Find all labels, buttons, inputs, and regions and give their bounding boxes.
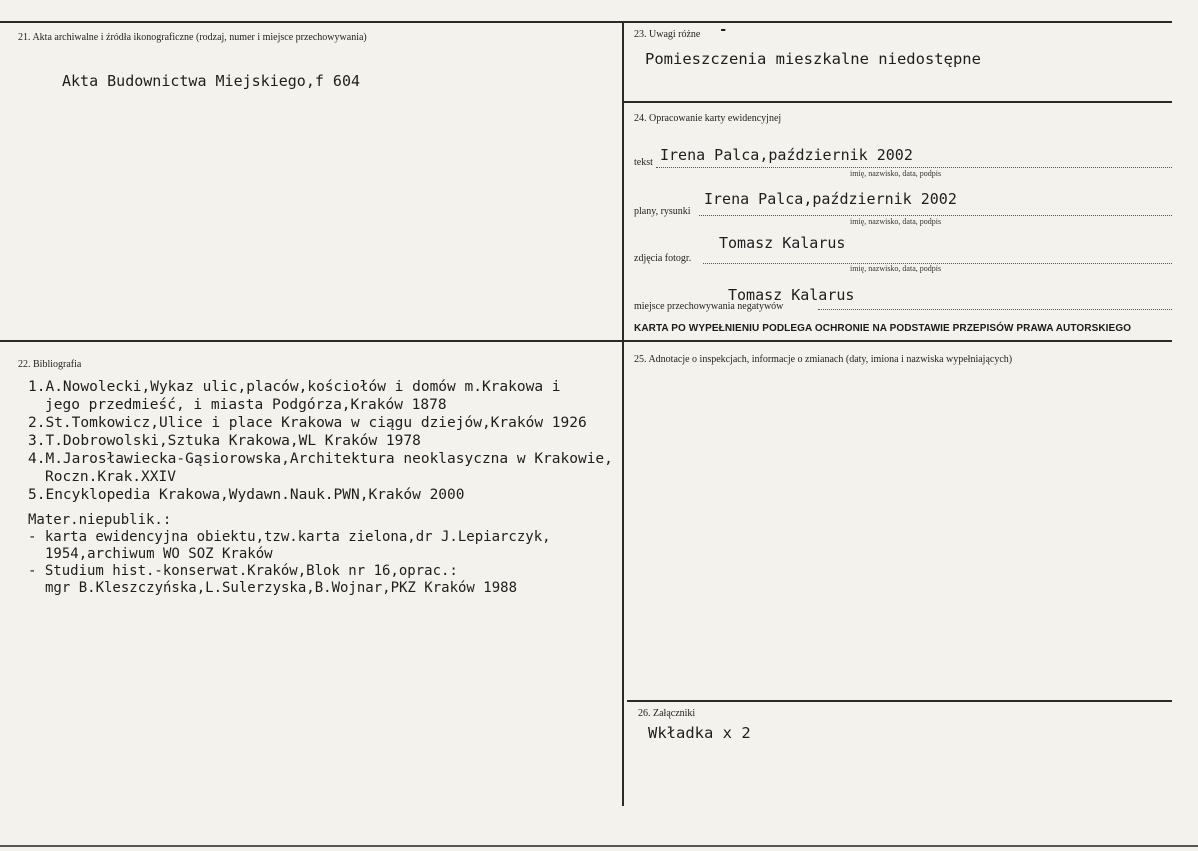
section-26-label: 26. Załączniki [638,708,696,719]
section-21-text: Akta Budownictwa Miejskiego,f 604 [62,72,361,90]
negatives-location-line [818,309,1172,310]
unpublished-entry: mgr B.Kleszczyńska,L.Sulerzyska,B.Wojnar,PKZ Kraków 1988 [45,580,518,596]
unpublished-entry: - karta ewidencyjna obiektu,tzw.karta zielona,dr J.Lepiarczyk, [28,529,551,545]
section-25-label: 25. Adnotacje o inspekcjach, informacje o zmianach (daty, imiona i nazwiska wypełniających) [634,354,1013,365]
photos-author-value: Tomasz Kalarus [719,234,846,252]
negatives-location-label: miejsce przechowywania negatywów [634,301,784,312]
unpublished-header: Mater.niepublik.: [28,512,172,528]
bibliography-entry: 4.M.Jarosławiecka-Gąsiorowska,Architektura neoklasyczna w Krakowie, [28,451,613,467]
bottom-border [0,845,1198,847]
copyright-notice: KARTA PO WYPEŁNIENIU PODLEGA OCHRONIE NA PODSTAWIE PRZEPISÓW PRAWA AUTORSKIEGO [634,323,1132,334]
section-23-text: Pomieszczenia mieszkalne niedostępne [645,50,981,68]
section-24-label: 24. Opracowanie karty ewidencyjnej [634,113,782,124]
text-author-line [656,167,1172,168]
bibliography-list [28,378,613,504]
plans-author-caption: imię, nazwisko, data, podpis [850,217,942,226]
bibliography-entry: Roczn.Krak.XXIV [45,469,176,485]
divider-23-24 [622,101,1172,103]
bibliography-entry: jego przedmieść, i miasta Podgórza,Kraków 1878 [45,397,447,413]
section-22-label: 22. Bibliografia [18,359,82,370]
photos-author-caption: imię, nazwisko, data, podpis [850,264,942,273]
section-21-label: 21. Akta archiwalne i źródła ikonograficzne (rodzaj, numer i miejsce przechowywania) [18,32,367,43]
text-author-label: tekst [634,157,653,168]
plans-author-label: plany, rysunki [634,206,691,217]
plans-author-value: Irena Palca,październik 2002 [704,190,957,208]
plans-author-line [699,215,1172,216]
unpublished-entry: - Studium hist.-konserwat.Kraków,Blok nr 16,oprac.: [28,563,458,579]
top-border [0,21,1172,23]
unpublished-list [28,512,551,597]
bibliography-entry: 5.Encyklopedia Krakowa,Wydawn.Nauk.PWN,Kraków 2000 [28,487,465,503]
photos-author-label: zdjęcia fotogr. [634,253,692,264]
section-26-text: Wkładka x 2 [648,724,751,742]
text-author-caption: imię, nazwisko, data, podpis [850,169,942,178]
bibliography-entry: 1.A.Nowolecki,Wykaz ulic,placów,kościołów i domów m.Krakowa i [28,379,561,395]
middle-divider [0,340,1172,342]
center-divider [622,21,624,806]
section-23-label: 23. Uwagi różne [634,29,701,40]
section-23-dash: - [719,22,728,38]
bibliography-entry: 3.T.Dobrowolski,Sztuka Krakowa,WL Kraków 1978 [28,433,421,449]
text-author-value: Irena Palca,październik 2002 [660,146,913,164]
divider-25-26 [627,700,1172,702]
negatives-location-value: Tomasz Kalarus [728,286,855,304]
bibliography-entry: 2.St.Tomkowicz,Ulice i place Krakowa w ciągu dziejów,Kraków 1926 [28,415,587,431]
unpublished-entry: 1954,archiwum WO SOZ Kraków [45,546,273,562]
